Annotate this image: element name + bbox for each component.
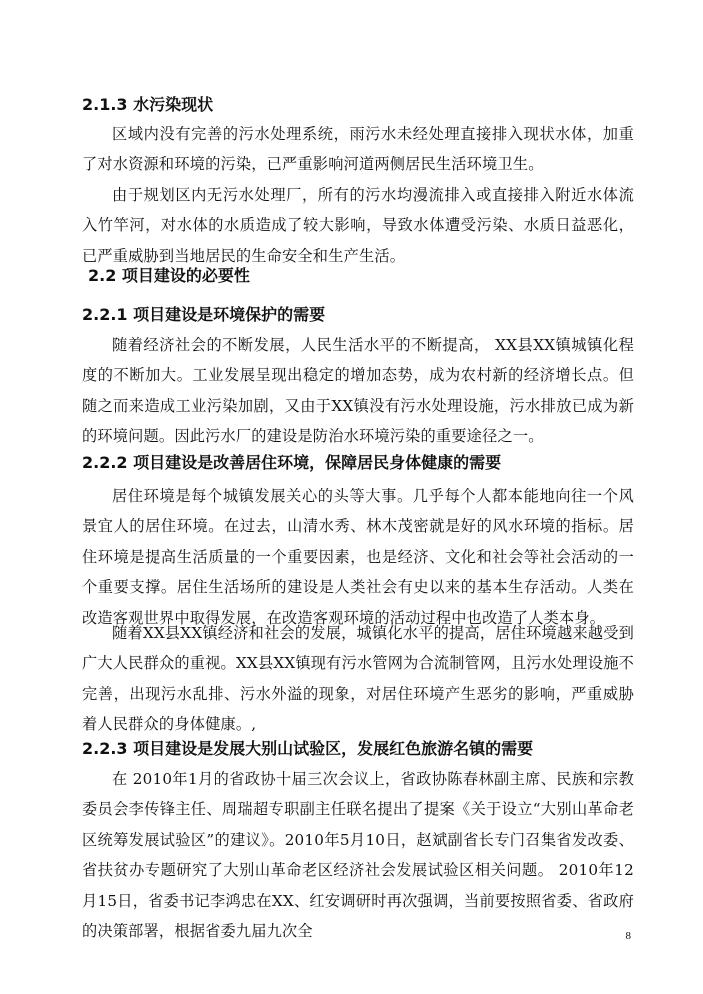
heading-2-2-1: 2.2.1 项目建设是环境保护的需要 bbox=[82, 305, 326, 324]
paragraph: 区域内没有完善的污水处理系统，雨污水未经处理直接排入现状水体，加重了对水资源和环境的污染，已严重影响河道两侧居民生活环境卫生。 bbox=[82, 125, 634, 174]
paragraph: 随着XX县XX镇经济和社会的发展，城镇化水平的提高，居住环境越来越受到广大人民群众的重视。XX县XX镇现有污水管网为合流制管网，且污水处理设施不完善，出现污水乱排、污水外溢的现象，对居住环境产生恶劣的影响，严重威胁着人民群众的身体健康。, bbox=[82, 624, 634, 734]
paragraph: 居住环境是每个城镇发展关心的头等大事。几乎每个人都本能地向往一个风景宜人的居住环境。在过去，山清水秀、林木茂密就是好的风水环境的指标。居住环境是提高生活质量的一个重要因素，也是经济、文化和社会等社会活动的一个重要支撑。居住生活场所的建设是人类社会有史以来的基本生存活动。人类在改造客观世界中取得发展，在改造客观环境的活动过程中也改造了人类本身。 bbox=[82, 487, 634, 627]
paragraph: 由于规划区内无污水处理厂，所有的污水均漫流排入或直接排入附近水体流入竹竿河，对水体的水质造成了较大影响，导致水体遭受污染、水质日益恶化，已严重威胁到当地居民的生命安全和生产生活。 bbox=[82, 186, 634, 265]
paragraph: 随着经济社会的不断发展，人民生活水平的不断提高， XX县XX镇城镇化程度的不断加大。工业发展呈现出稳定的增加态势，成为农村新的经济增长点。但随之而来造成工业污染加剧，又由于XX镇没有污水处理设施，污水排放已成为新的环境问题。因此污水厂的建设是防治水环境污染的重要途径之一。 bbox=[82, 336, 634, 446]
heading-2-2-3: 2.2.3 项目建设是发展大别山试验区，发展红色旅游名镇的需要 bbox=[82, 739, 534, 758]
page-number: 8 bbox=[625, 930, 631, 942]
heading-2-1-3: 2.1.3 水污染现状 bbox=[82, 95, 214, 114]
paragraph: 在 2010年1月的省政协十届三次会议上，省政协陈春林副主席、民族和宗教委员会李传锋主任、周瑞超专职副主任联名提出了提案《关于设立“大别山革命老区统筹发展试验区”的建议》。2010年5月10日，赵斌副省长专门召集省发改委、省扶贫办专题研究了大别山革命老区经济社会发展试验区相关问题。 2010年12月15日，省委书记李鸿忠在XX、红安调研时再次强调，当前要按照省委、省政府的决策部署，根据省委九届九次全 bbox=[82, 770, 634, 941]
heading-2-2: 2.2 项目建设的必要性 bbox=[88, 266, 250, 285]
heading-2-2-2: 2.2.2 项目建设是改善居住环境，保障居民身体健康的需要 bbox=[82, 453, 502, 472]
